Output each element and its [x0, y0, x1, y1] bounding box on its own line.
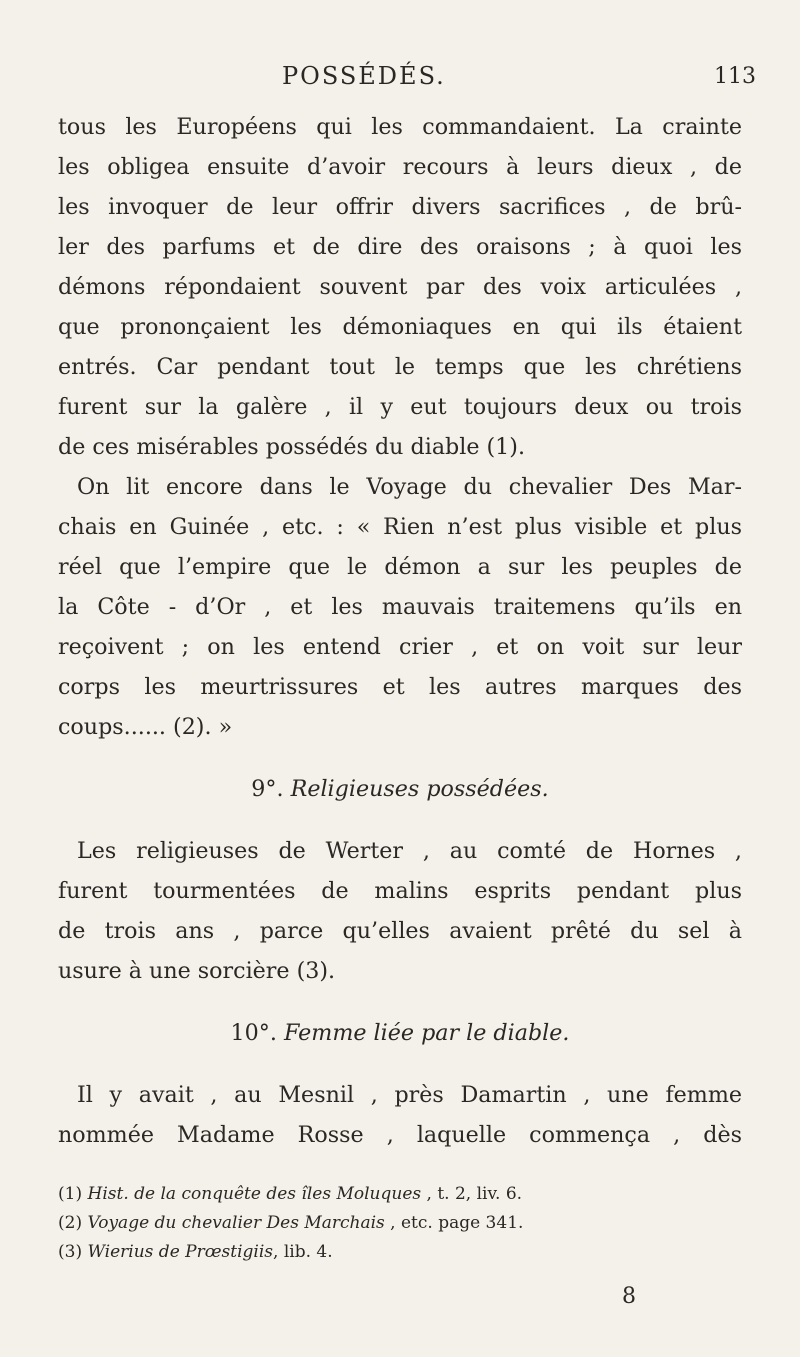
text-line: Les religieuses de Werter , au comté de Hornes , — [77, 838, 742, 864]
text-line: Il y avait , au Mesnil , près Damartin , une femme — [77, 1082, 742, 1108]
text-line: entrés. Car pendant tout le temps que les chrétiens — [58, 354, 742, 380]
text-line: coups...... (2). » — [58, 714, 233, 740]
text-line: On lit encore dans le Voyage du chevalier Des Mar- — [77, 474, 742, 500]
text-line: les obligea ensuite d’avoir recours à leurs dieux , de — [58, 154, 742, 180]
footnote-mark: (2) — [58, 1213, 83, 1233]
text-line: furent sur la galère , il y eut toujours deux ou trois — [58, 394, 742, 420]
paragraph-possedes-galere — [58, 107, 742, 467]
section-heading-9 — [58, 769, 742, 809]
text-line: chais en Guinée , etc. : « Rien n’est plus visible et plus — [58, 514, 742, 540]
footnote-ref: , lib. 4. — [273, 1242, 333, 1262]
text-line: tous les Européens qui les commandaient. La crainte — [58, 114, 742, 140]
footnote-1 — [58, 1180, 748, 1209]
footnote-2 — [58, 1209, 748, 1238]
paragraph-madame-rosse — [58, 1075, 742, 1115]
text-line: ler des parfums et de dire des oraisons ; à quoi les — [58, 234, 742, 260]
text-line: démons répondaient souvent par des voix articulées , — [58, 274, 742, 300]
section-number: 9°. — [251, 776, 284, 802]
running-head — [0, 62, 800, 102]
footnote-title: Hist. de la conquête des îles Moluques — [87, 1184, 422, 1204]
footnote-mark: (1) — [58, 1184, 83, 1204]
body-text — [58, 107, 742, 1155]
footnote-ref: , etc. page 341. — [384, 1213, 524, 1233]
section-title: Religieuses possédées. — [290, 776, 549, 802]
text-line: nommée Madame Rosse , laquelle commença , dès — [58, 1122, 742, 1148]
paragraph-voyage-des-marchais-cont — [58, 507, 742, 747]
paragraph-madame-rosse-cont — [58, 1115, 742, 1155]
paragraph-voyage-des-marchais — [58, 467, 742, 507]
text-line: que prononçaient les démoniaques en qui ils étaient — [58, 314, 742, 340]
text-line: reçoivent ; on les entend crier , et on voit sur leur — [58, 634, 742, 660]
signature-mark: 8 — [622, 1284, 636, 1309]
footnote-mark: (3) — [58, 1242, 83, 1262]
footnotes — [58, 1180, 748, 1267]
section-number: 10°. — [230, 1020, 277, 1046]
paragraph-religieuses-cont — [58, 871, 742, 991]
footnote-3 — [58, 1238, 748, 1267]
text-line: usure à une sorcière (3). — [58, 958, 336, 984]
section-heading-10 — [58, 1013, 742, 1053]
footnote-title: Voyage du chevalier Des Marchais — [87, 1213, 385, 1233]
paragraph-religieuses — [58, 831, 742, 871]
section-title: Femme liée par le diable. — [283, 1020, 570, 1046]
text-line: les invoquer de leur offrir divers sacrifices , de brû- — [58, 194, 742, 220]
text-line: réel que l’empire que le démon a sur les peuples de — [58, 554, 742, 580]
footnote-ref: , t. 2, liv. 6. — [421, 1184, 523, 1204]
page-number: 113 — [714, 64, 756, 89]
footnote-title: Wierius de Prœstigiis — [87, 1242, 274, 1262]
text-line: furent tourmentées de malins esprits pendant plus — [58, 878, 742, 904]
text-line: de ces misérables possédés du diable (1). — [58, 434, 526, 460]
text-line: corps les meurtrissures et les autres marques des — [58, 674, 742, 700]
text-line: de trois ans , parce qu’elles avaient prêté du sel à — [58, 918, 742, 944]
text-line: la Côte - d’Or , et les mauvais traitemens qu’ils en — [58, 594, 742, 620]
running-head-title: POSSÉDÉS. — [282, 62, 446, 90]
